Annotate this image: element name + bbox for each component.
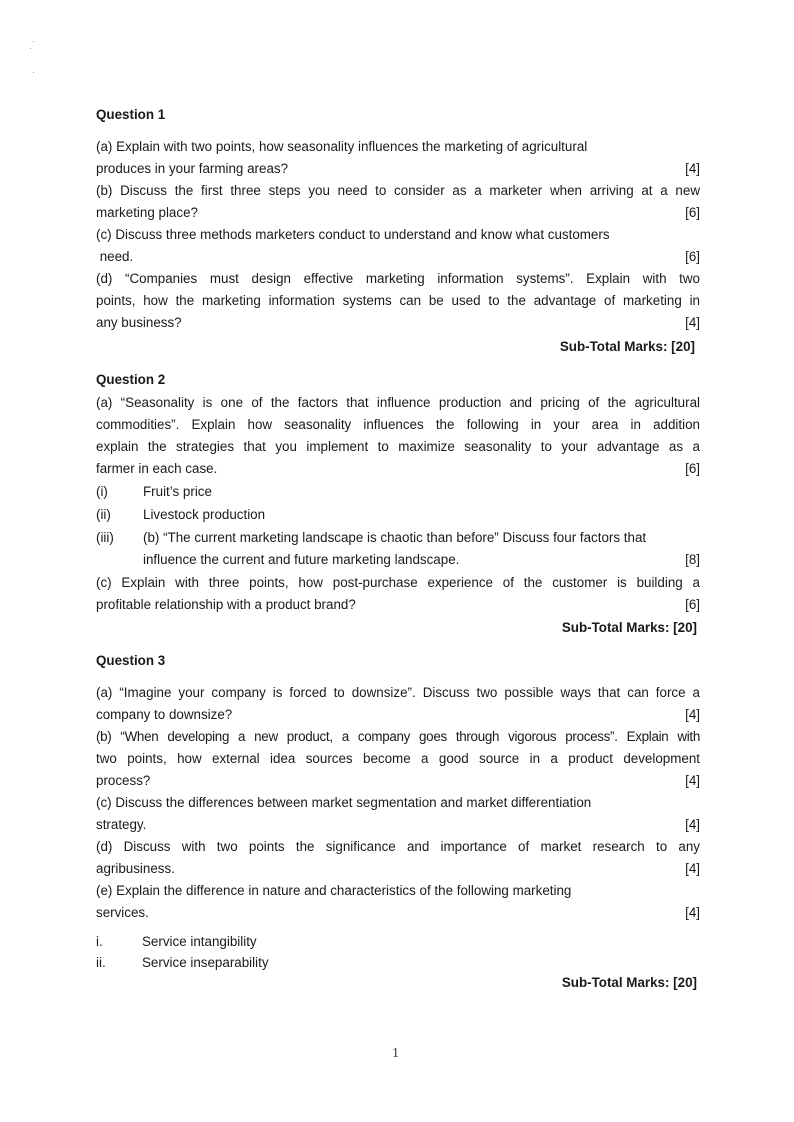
question-3b-line-2: two points, how external idea sources become a good source in a product development [96,751,700,766]
scan-speck [33,72,34,73]
question-3-subtotal: Sub-Total Marks: [20] [561,975,697,990]
question-3e-line-2: services. [4] [96,902,700,924]
question-1-title: Question 1 [96,107,166,122]
marks-3a: [4] [685,707,700,722]
question-3d-line-2: agribusiness. [4] [96,858,700,880]
marks-3d: [4] [685,861,700,876]
marks-2a: [6] [685,461,700,476]
question-1d-line-3: any business? [4] [96,312,700,334]
question-3a-line-2: company to downsize? [4] [96,704,700,726]
marks-1d: [4] [685,315,700,330]
question-2-title: Question 2 [96,372,166,387]
question-1-subtotal: Sub-Total Marks: [20] [559,339,695,354]
question-2c-line-1: (c) Explain with three points, how post-purchase experience of the customer is building a [96,575,700,590]
marks-1a: [4] [685,161,700,176]
list-item-2-iii: (iii) (b) “The current marketing landscape is chaotic than before” Discuss four factors that [96,530,647,545]
page-number: 1 [392,1046,399,1061]
question-1d-line-2: points, how the marketing information systems can be used to the advantage of marketing in [96,293,700,308]
question-3c-line-2: strategy. [4] [96,814,700,836]
question-2a-line-1: (a) “Seasonality is one of the factors that influence production and pricing of the agricultural [96,395,700,410]
question-2a-line-4: farmer in each case. [6] [96,458,700,480]
scan-speck [30,48,31,49]
list-item-2-i: (i) Fruit’s price [96,484,212,499]
question-1b-line-2: marketing place? [6] [96,202,700,224]
question-1a-line-2: produces in your farming areas? [4] [96,158,700,180]
question-3e-line-1: (e) Explain the difference in nature and characteristics of the following marketing [96,883,572,898]
question-3c-line-1: (c) Discuss the differences between market segmentation and market differentiation [96,795,592,810]
question-1b-line-1: (b) Discuss the first three steps you need to consider as a marketer when arriving at a new [96,183,700,198]
question-3d-line-1: (d) Discuss with two points the significance and importance of market research to any [96,839,700,854]
marks-3e: [4] [685,905,700,920]
question-2b-line-1: (b) “The current marketing landscape is chaotic than before” Discuss four factors that [143,530,647,545]
list-item-3-ii: ii. Service inseparability [96,955,269,970]
marks-2b: [8] [685,552,700,567]
marks-2c: [6] [685,597,700,612]
question-2b-line-2: influence the current and future marketing landscape. [8] [143,549,700,571]
marks-3b: [4] [685,773,700,788]
list-item-3-i: i. Service intangibility [96,934,257,949]
question-3a-line-1: (a) “Imagine your company is forced to downsize”. Discuss two possible ways that can force a [96,685,700,700]
marks-1b: [6] [685,205,700,220]
question-2a-line-2: commodities”. Explain how seasonality influences the following in your area in addition [96,417,700,432]
question-3b-line-3: process? [4] [96,770,700,792]
question-1c-line-1: (c) Discuss three methods marketers conduct to understand and know what customers [96,227,610,242]
question-1d-line-1: (d) “Companies must design effective marketing information systems”. Explain with two [96,271,700,286]
marks-1c: [6] [685,249,700,264]
marks-3c: [4] [685,817,700,832]
list-item-2-ii: (ii) Livestock production [96,507,266,522]
question-2-subtotal: Sub-Total Marks: [20] [561,620,697,635]
question-3b-line-1: (b) “When developing a new product, a company goes through vigorous process”. Explain with [96,729,700,744]
question-2c-line-2: profitable relationship with a product brand? [6] [96,594,700,616]
question-2a-line-3: explain the strategies that you implement to maximize seasonality to your advantage as a [96,439,700,454]
question-3-title: Question 3 [96,653,166,668]
question-1c-line-2: need. [6] [96,246,700,268]
scan-speck [33,41,34,42]
question-1a-line-1: (a) Explain with two points, how seasonality influences the marketing of agricultural [96,139,588,154]
